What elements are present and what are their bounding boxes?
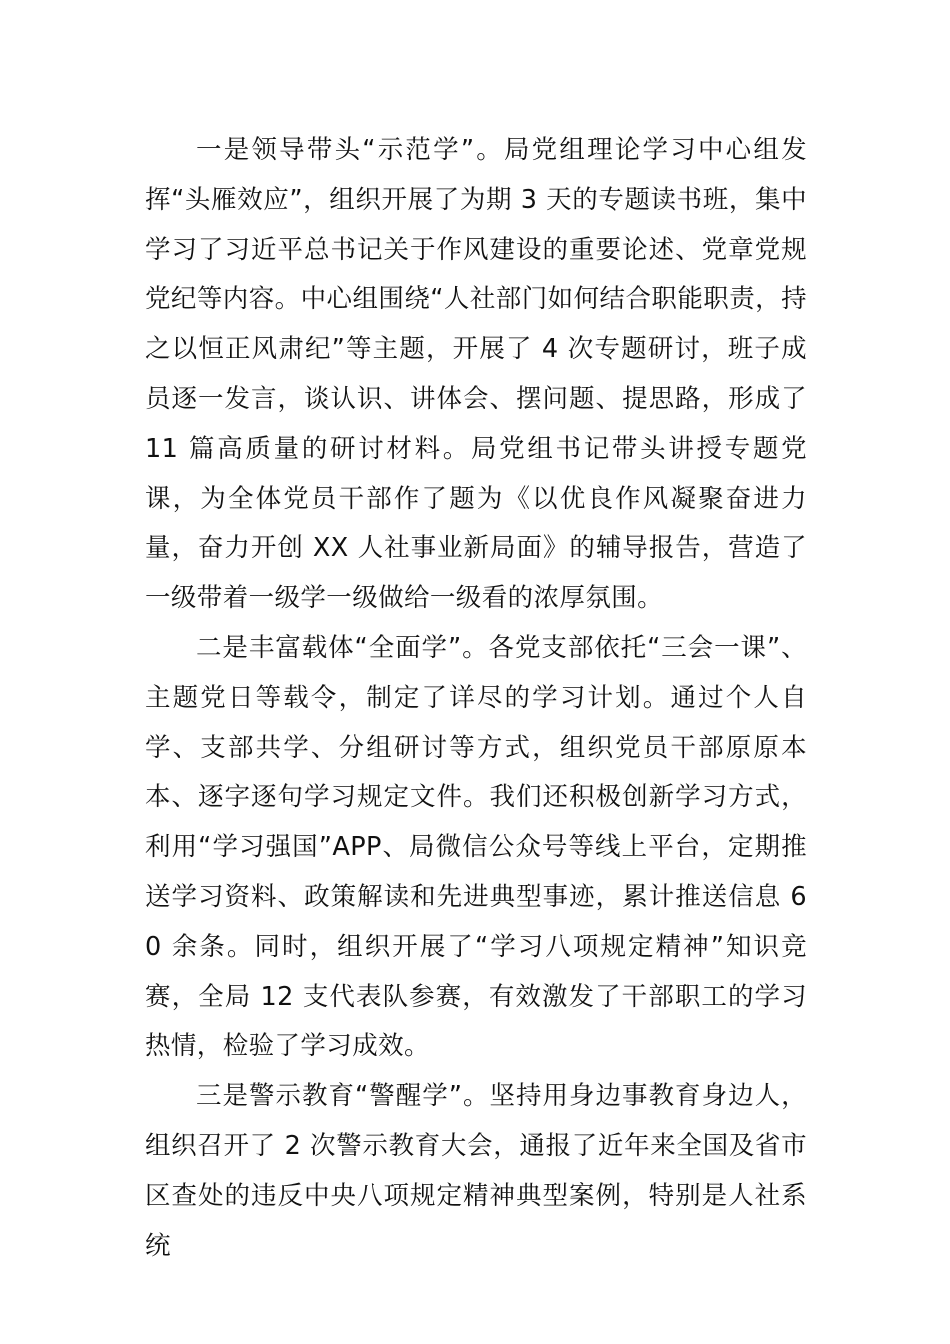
paragraph-warning-education: 三是警示教育“警醒学”。坚持用身边事教育身边人，组织召开了 2 次警示教育大会，通报了近年来全国及省市区查处的违反中央八项规定精神典型案例，特别是人社系统 [145, 1081, 807, 1261]
paragraph-leading-by-example: 一是领导带头“示范学”。局党组理论学习中心组发挥“头雁效应”，组织开展了为期 3 天的专题读书班，集中学习了习近平总书记关于作风建设的重要论述、党章党规党纪等内容。中心组围绕“人社部门如何结合职能职责，持之以恒正风肃纪”等主题，开展了 4 次专题研讨，班子成员逐一发言，谈认识、讲体会、摆问题、提思路，形成了 11 篇高质量的研讨材料。局党组书记带头讲授专题党课，为全体党员干部作了题为《以优良作风凝聚奋进力量，奋力开创 XX 人社事业新局面》的辅导报告，营造了一级带着一级学一级做给一级看的浓厚氛围。 [145, 135, 807, 614]
document-page [145, 126, 807, 1271]
paragraph-comprehensive-learning: 二是丰富载体“全面学”。各党支部依托“三会一课”、主题党日等载令，制定了详尽的学习计划。通过个人自学、支部共学、分组研讨等方式，组织党员干部原原本本、逐字逐句学习规定文件。我们还积极创新学习方式，利用“学习强国”APP、局微信公众号等线上平台，定期推送学习资料、政策解读和先进典型事迹，累计推送信息 60 余条。同时，组织开展了“学习八项规定精神”知识竞赛，全局 12 支代表队参赛，有效激发了干部职工的学习热情，检验了学习成效。 [145, 632, 807, 1062]
